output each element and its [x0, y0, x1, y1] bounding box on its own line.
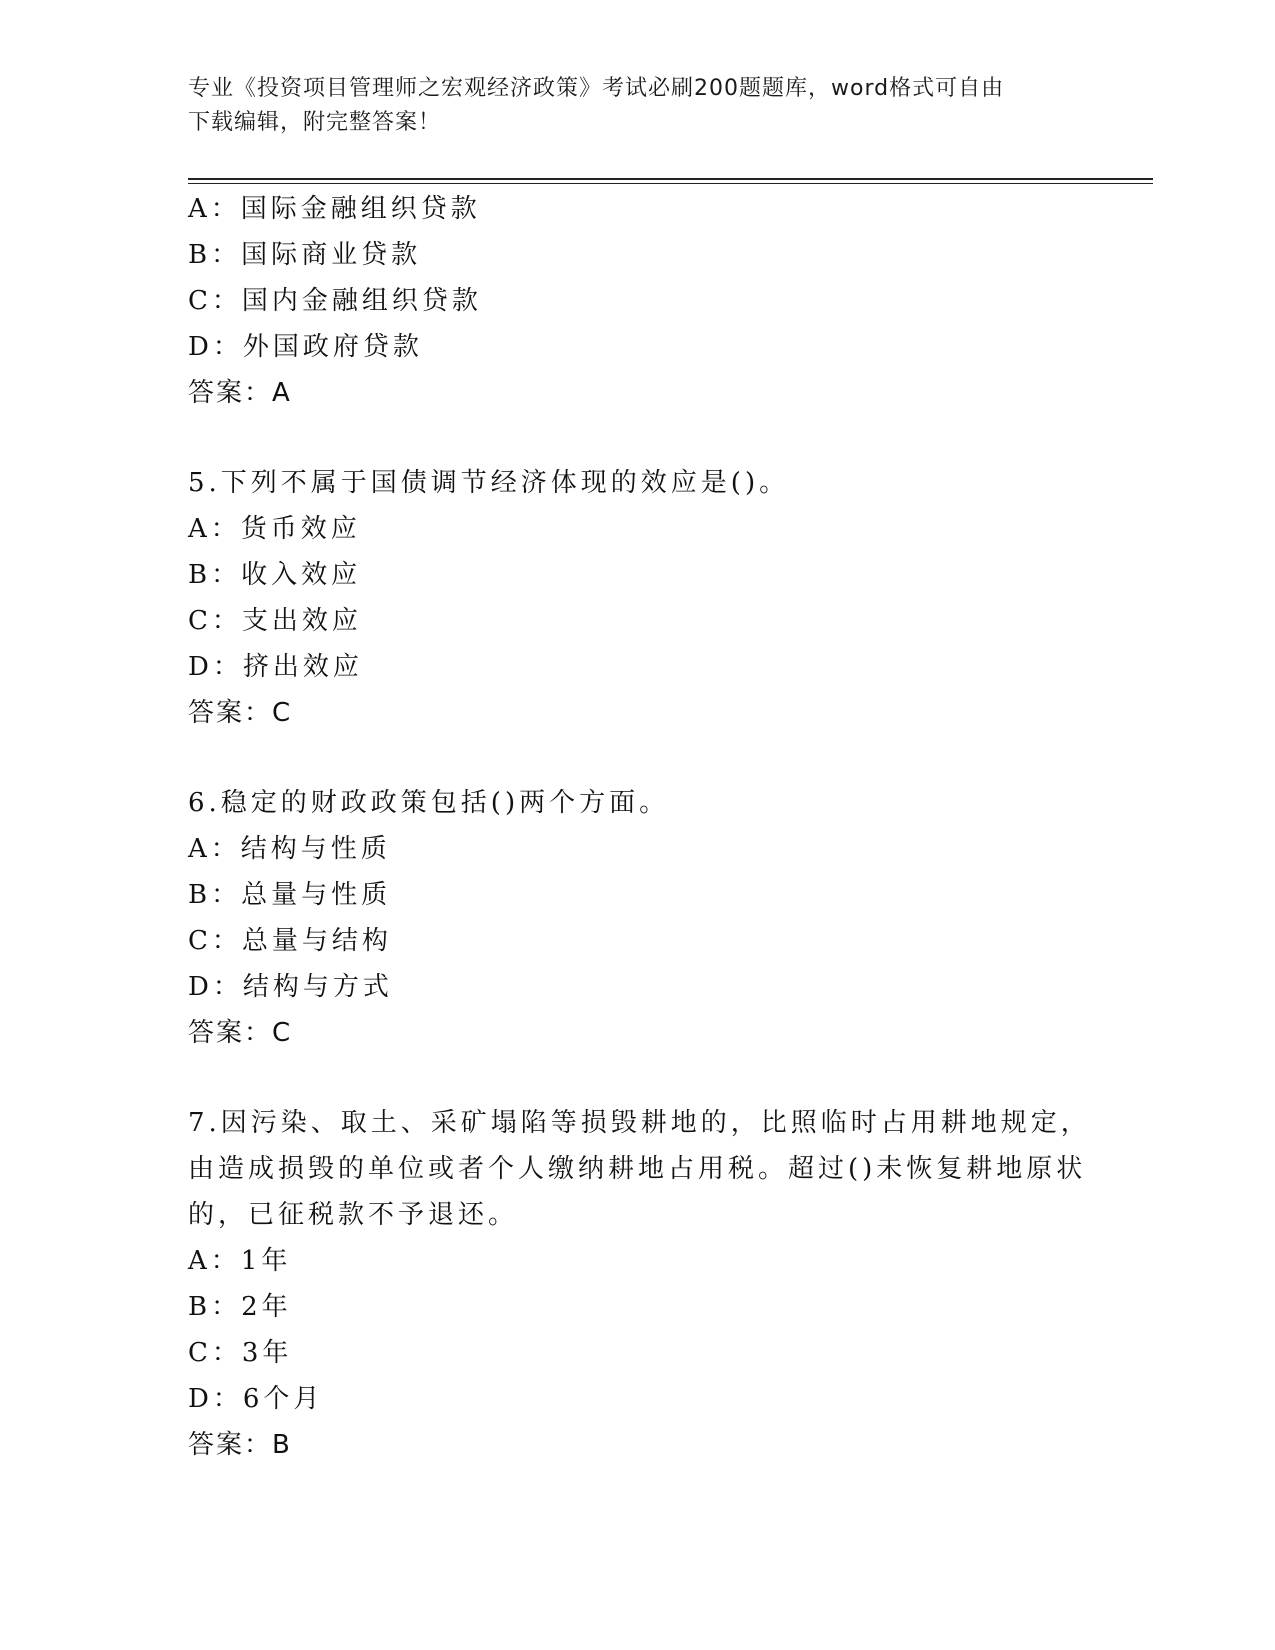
q7-answer: 答案：B — [188, 1430, 292, 1460]
header-rule-thin — [188, 183, 1153, 184]
q7-stem-line-2: 由造成损毁的单位或者个人缴纳耕地占用税。超过()未恢复耕地原状 — [188, 1154, 1087, 1184]
question-7 — [188, 1100, 1091, 1468]
q4-option-d: D：外国政府贷款 — [188, 332, 423, 362]
q5-option-d: D：挤出效应 — [188, 652, 363, 682]
header-title-line-1: 专业《投资项目管理师之宏观经济政策》考试必刷200题题库，word格式可自由 — [188, 76, 1005, 101]
q4-option-c: C：国内金融组织贷款 — [188, 286, 482, 316]
q5-answer: 答案：C — [188, 698, 293, 728]
q4-option-b: B：国际商业贷款 — [188, 240, 422, 270]
q6-option-c: C：总量与结构 — [188, 926, 392, 956]
q5-option-c: C：支出效应 — [188, 606, 362, 636]
q7-option-b: B：2年 — [188, 1292, 292, 1322]
document-header — [188, 72, 1078, 140]
q4-option-a: A：国际金融组织贷款 — [188, 194, 481, 224]
question-spacer — [188, 736, 1088, 780]
q5-option-b: B：收入效应 — [188, 560, 362, 590]
q6-option-d: D：结构与方式 — [188, 972, 393, 1002]
q7-stem-line-1: 7.因污染、取土、采矿塌陷等损毁耕地的，比照临时占用耕地规定， — [188, 1108, 1091, 1138]
q5-option-a: A：货币效应 — [188, 514, 361, 544]
question-spacer — [188, 416, 1088, 460]
header-title-line-2: 下载编辑，附完整答案！ — [188, 110, 442, 135]
q6-stem: 6.稳定的财政政策包括()两个方面。 — [188, 788, 670, 818]
q6-option-a: A：结构与性质 — [188, 834, 391, 864]
q7-option-d: D：6个月 — [188, 1384, 324, 1414]
q5-stem: 5.下列不属于国债调节经济体现的效应是()。 — [188, 468, 790, 498]
question-4 — [188, 186, 1088, 416]
question-list — [188, 186, 1091, 1468]
q4-answer: 答案：A — [188, 378, 292, 408]
question-5 — [188, 460, 1088, 736]
question-6 — [188, 780, 1088, 1056]
question-spacer — [188, 1056, 1088, 1100]
q7-stem-line-3: 的，已征税款不予退还。 — [188, 1200, 519, 1230]
header-rule-thick — [188, 178, 1153, 180]
q7-option-c: C：3年 — [188, 1338, 293, 1368]
q7-option-a: A：1年 — [188, 1246, 292, 1276]
q6-option-b: B：总量与性质 — [188, 880, 392, 910]
q6-answer: 答案：C — [188, 1018, 293, 1048]
